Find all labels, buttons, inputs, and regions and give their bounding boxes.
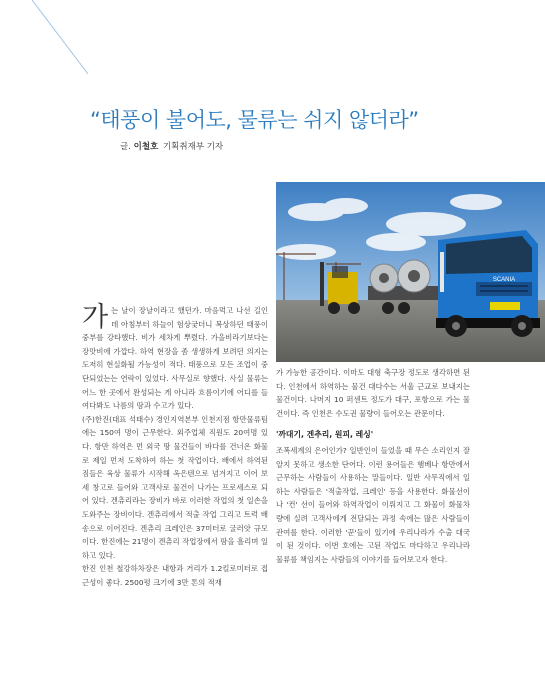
article-body-left-column <box>82 304 268 589</box>
article-body-right-column <box>276 366 470 566</box>
paragraph-4: 가 가능한 공간이다. 이마도 대형 축구장 정도로 생각하면 된다. 인천에서 하역하는 물건 대다수는 서울 근교로 보내지는 물건이다. 나머지 10 퍼센트 정도가 대구, 포항으로 가는 물건이다. 즉 인천은 수도권 물량이 들어오는 관문이다. <box>276 368 470 418</box>
paragraph-5: 조폭세계의 은어인가? 일반인이 들었을 때 무슨 소리인지 잘 알지 못하고 생소한 단어다. 이런 용어들은 햄베나 항만에서 근무하는 사람들이 사용하는 말들이다. 일반 사무직에서 일하는 사람들은 '적출작업, 크레인' 등을 사용한다. 화물선이나 '컨' 선이 들어와 하역작업이 이뤄지고 그 화물이 화물차량에 실려 고객사에게 전달되는 과정 속에는 많은 사람들이 관여를 한다. 이러한 '꾼'들이 있기에 우리나라가 수출 대국이 된 것이다. 이번 호에는 고된 작업도 마다하고 우리나라 물류를 책임지는 사람들의 이야기를 들어보고자 한다. <box>276 445 470 564</box>
byline <box>120 140 223 152</box>
truck-photo <box>276 182 545 362</box>
paragraph-2: (주)한진(대표 석태수) 경인지역본부 인천지점 항만물류팀에는 150여 명이 근무한다. 외주업체 직원도 20여명 있다. 항만 하역은 먼 외국 땅 물건들이 바다를 건너온 화물로 제일 먼저 도착하여 하는 첫 작업이다. 배에서 하역된 짐들은 육상 물류가 시작해 옥은텐으로 넘겨지고 이어 보세 창고로 들어와 고객사로 물건이 나가는 프로세스로 되어 있다. 겐츄리라는 장비가 바로 이러한 작업의 첫 일손을 도와주는 장비이다. 겐츄리에서 적출 작업 그리고 트럭 배송으로 이어진다. 겐츄리 크레인은 37미터로 굴러앗 규모이다. 한진에는 21명이 겐츄리 작업장에서 땀을 흘리며 일하고 있다. <box>82 414 268 560</box>
byline-author: 이철호 <box>133 142 159 152</box>
paragraph-3: 한진 인천 철강하차장은 내항과 거리가 1.2킬로미터로 접근성이 좋다. 2500평 크기에 3만 톤의 적재 <box>82 564 268 587</box>
truck-cab <box>436 230 540 337</box>
section-subheading: '까대기, 겐추리, 원피, 레싱' <box>276 430 374 440</box>
paragraph-1 <box>82 304 268 413</box>
decorative-diagonal-line <box>0 0 120 120</box>
truck-brand: SCANIA <box>492 277 516 283</box>
article-title: “태풍이 불어도, 물류는 쉬지 않더라” <box>90 108 419 132</box>
byline-label: 글. <box>120 142 131 152</box>
paragraph-1-text: 는 날이 장날이라고 했던가. 마음먹고 나선 길인데 아침부터 하늘이 험상궂더니 복상하던 태풍이 중부를 강타했다. 비가 세차게 뿌렸다. 가을비라기보다는 장맛비에 가깝다. 하역 현장을 좀 생생하게 보려던 의지는 도저히 현실화될 가능성이 적다. 태풍으로 모든 조업이 중단되었는는 연락이 있었다. 사무실로 향했다. 사실 물류는 어느 한 곳에서 완성되는 게 아니라 흐름이기에 어디를 들여다봐도 나름의 땀과 수고가 있다. <box>82 306 268 411</box>
drop-cap: 가 <box>82 302 109 333</box>
byline-department: 기획취재부 기자 <box>162 142 224 152</box>
